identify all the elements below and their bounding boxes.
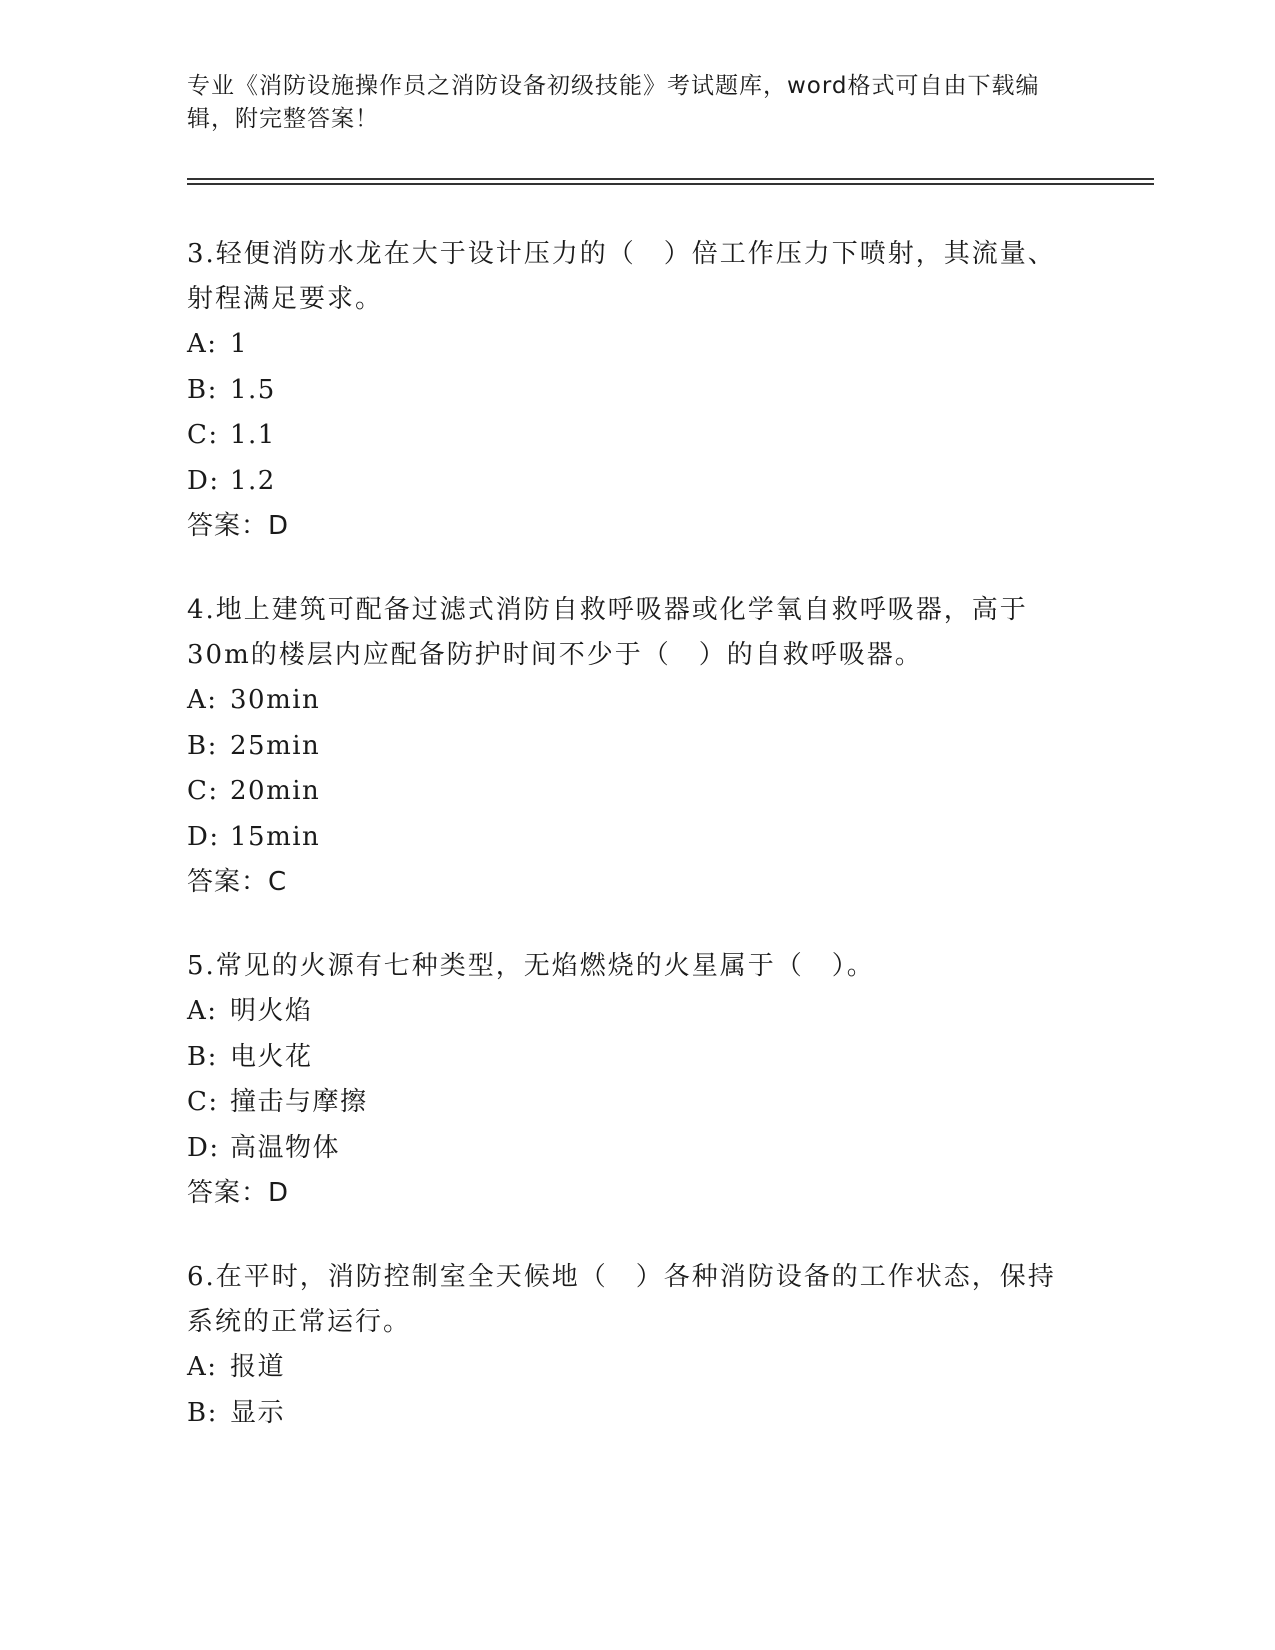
option-b xyxy=(187,1035,1067,1081)
option-text: 撞击与摩擦 xyxy=(230,1087,368,1117)
option-key: A: xyxy=(187,329,218,359)
option-key: C: xyxy=(187,1087,219,1117)
option-a xyxy=(187,322,1067,368)
option-key: A: xyxy=(187,996,218,1026)
option-text: 电火花 xyxy=(230,1041,313,1072)
option-d xyxy=(187,815,1067,861)
question-3 xyxy=(187,232,1067,549)
question-stem: 5.常见的火源有七种类型，无焰燃烧的火星属于（ ）。 xyxy=(187,951,875,981)
option-key: B: xyxy=(187,374,218,405)
option-text: 报道 xyxy=(230,1352,286,1382)
answer-line: 答案：D xyxy=(187,511,290,541)
option-c xyxy=(187,769,1067,815)
option-a xyxy=(187,989,1067,1035)
option-b xyxy=(187,1391,1067,1437)
question-stem: 6.在平时，消防控制室全天候地（ ）各种消防设备的工作状态，保持系统的正常运行。 xyxy=(187,1262,1056,1337)
option-key: B: xyxy=(187,1397,218,1428)
question-stem: 3.轻便消防水龙在大于设计压力的（ ）倍工作压力下喷射，其流量、射程满足要求。 xyxy=(187,239,1056,314)
option-b xyxy=(187,724,1067,770)
option-text: 1 xyxy=(230,329,249,359)
option-c xyxy=(187,1080,1067,1126)
option-c xyxy=(187,413,1067,459)
option-key: D: xyxy=(187,465,220,496)
option-key: A: xyxy=(187,685,218,715)
option-key: C: xyxy=(187,776,219,806)
option-key: D: xyxy=(187,1132,220,1163)
option-text: 1.2 xyxy=(230,465,276,496)
option-key: C: xyxy=(187,420,219,450)
option-text: 显示 xyxy=(230,1397,286,1428)
option-key: D: xyxy=(187,821,220,852)
option-text: 明火焰 xyxy=(230,996,313,1026)
option-text: 25min xyxy=(230,730,321,761)
option-text: 高温物体 xyxy=(230,1132,341,1163)
option-key: A: xyxy=(187,1352,218,1382)
option-key: B: xyxy=(187,730,218,761)
option-a xyxy=(187,1345,1067,1391)
header-divider-top xyxy=(187,178,1154,180)
option-text: 30min xyxy=(230,685,321,715)
option-text: 15min xyxy=(230,821,321,852)
option-text: 1.5 xyxy=(230,374,276,405)
question-5 xyxy=(187,944,1067,1216)
option-text: 1.1 xyxy=(230,420,276,450)
option-a xyxy=(187,678,1067,724)
answer-line: 答案：C xyxy=(187,867,288,897)
option-key: B: xyxy=(187,1041,218,1072)
option-d xyxy=(187,459,1067,505)
option-text: 20min xyxy=(230,776,321,806)
question-6 xyxy=(187,1255,1067,1436)
answer-line: 答案：D xyxy=(187,1178,290,1208)
option-b xyxy=(187,368,1067,414)
question-4 xyxy=(187,588,1067,905)
question-stem: 4.地上建筑可配备过滤式消防自救呼吸器或化学氧自救呼吸器，高于30m的楼层内应配备防护时间不少于（ ）的自救呼吸器。 xyxy=(187,595,1028,670)
option-d xyxy=(187,1126,1067,1172)
question-list xyxy=(187,232,1067,1475)
document-header: 专业《消防设施操作员之消防设备初级技能》考试题库，word格式可自由下载编辑，附完整答案！ xyxy=(187,73,1040,132)
header-divider-bottom xyxy=(187,183,1154,185)
